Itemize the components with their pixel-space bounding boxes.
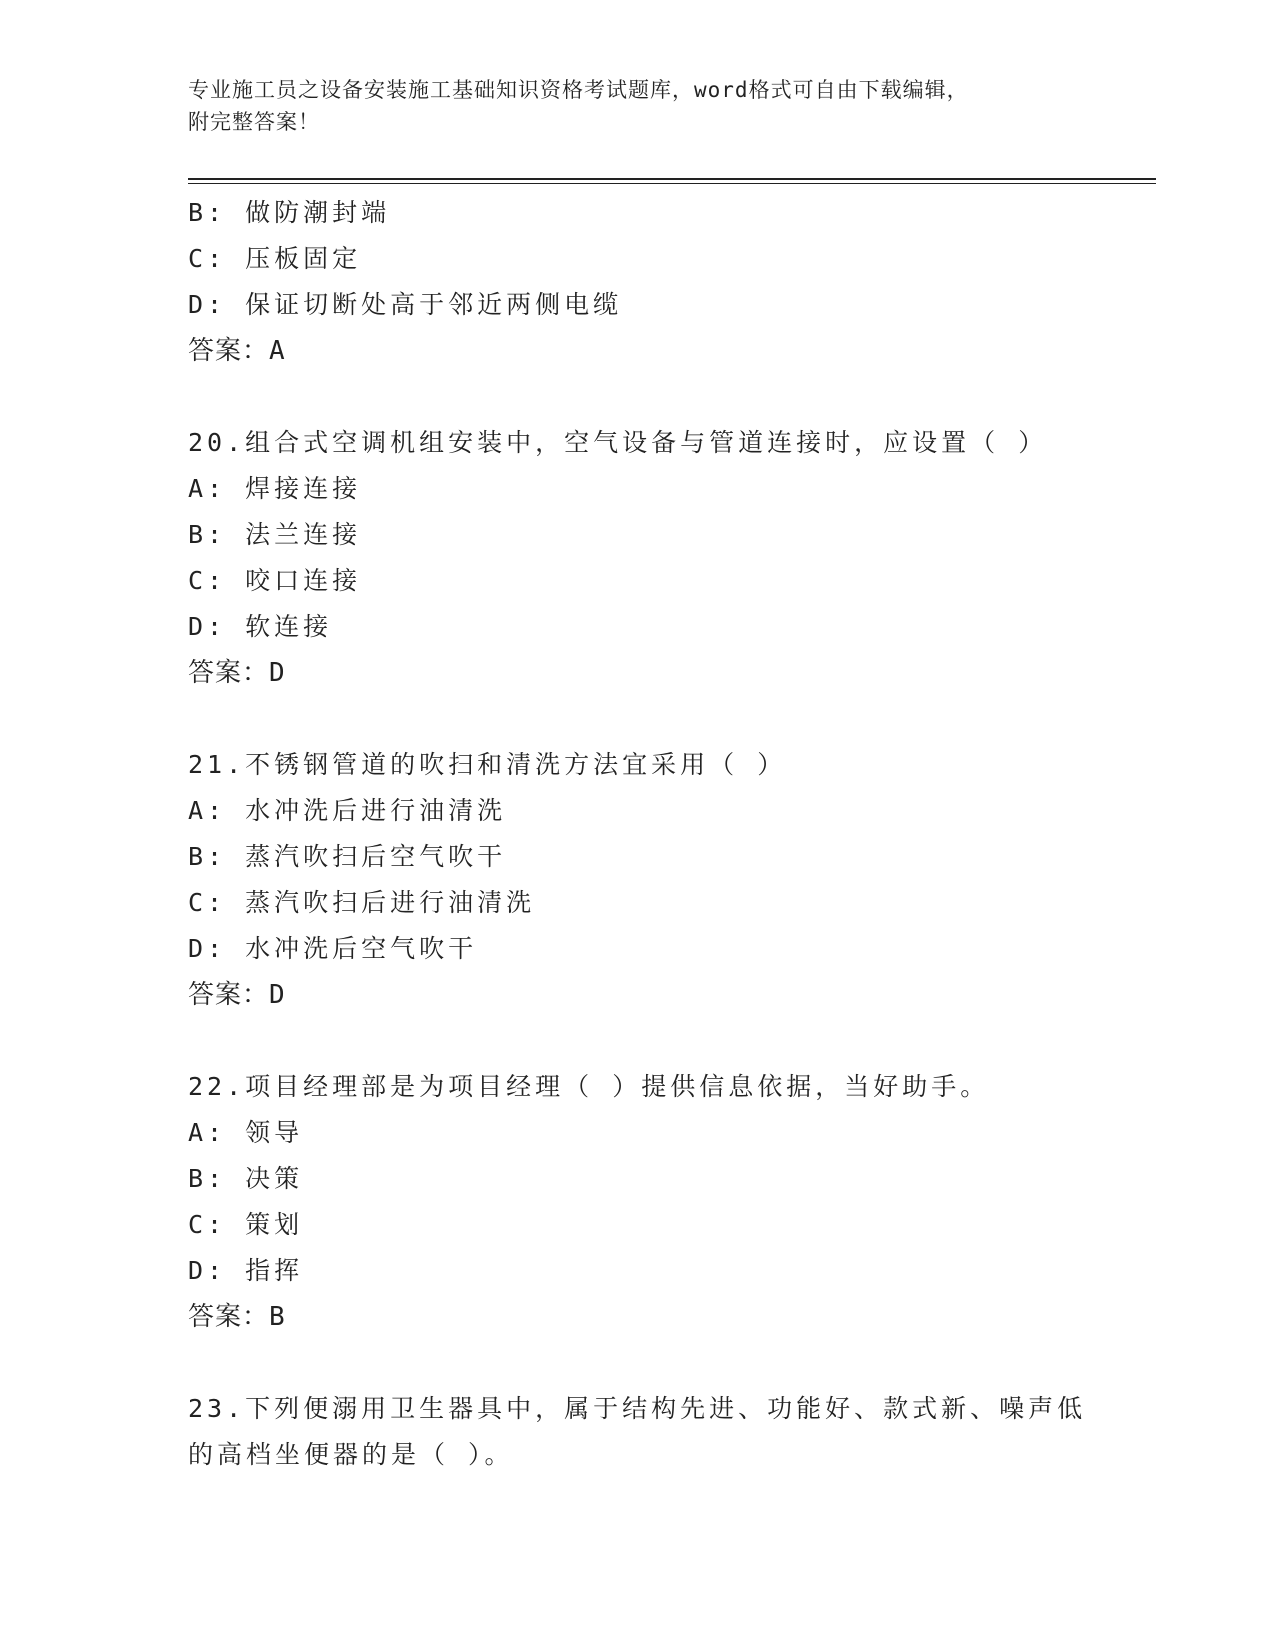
answer: 答案：D: [188, 658, 286, 688]
option-c: C: 策划: [188, 1210, 304, 1239]
header-line-1: 专业施工员之设备安装施工基础知识资格考试题库，word格式可自由下载编辑，: [188, 78, 969, 102]
option-d: D: 水冲洗后空气吹干: [188, 934, 478, 963]
option-c: C: 咬口连接: [188, 566, 362, 595]
option-b: B: 法兰连接: [188, 520, 362, 549]
option-a: A: 领导: [188, 1118, 304, 1147]
header-divider-thin: [188, 183, 1156, 184]
question-text-line-1: 23.下列便溺用卫生器具中，属于结构先进、功能好、款式新、噪声低: [188, 1394, 1087, 1423]
question-22: [188, 1064, 1148, 1340]
option-d: D: 指挥: [188, 1256, 304, 1285]
question-21: [188, 742, 1148, 1018]
option-d: D: 软连接: [188, 612, 333, 641]
question-list: [188, 190, 1148, 1478]
question-text: 21.不锈钢管道的吹扫和清洗方法宜采用（ ）: [188, 750, 787, 779]
answer: 答案：B: [188, 1302, 286, 1332]
answer: 答案：A: [188, 336, 286, 366]
question-20: [188, 420, 1148, 696]
question-19-tail: [188, 190, 1148, 374]
document-header: [188, 74, 1088, 138]
question-text: 20.组合式空调机组安装中，空气设备与管道连接时，应设置（ ）: [188, 428, 1048, 457]
option-b: B: 蒸汽吹扫后空气吹干: [188, 842, 507, 871]
option-a: A: 焊接连接: [188, 474, 362, 503]
option-d: D: 保证切断处高于邻近两侧电缆: [188, 290, 623, 319]
option-c: C: 压板固定: [188, 244, 362, 273]
header-divider-thick: [188, 178, 1156, 180]
option-b: B: 做防潮封端: [188, 198, 391, 227]
question-text-line-2: 的高档坐便器的是（ ）。: [188, 1440, 514, 1469]
question-text: 22.项目经理部是为项目经理（ ）提供信息依据，当好助手。: [188, 1072, 990, 1101]
option-a: A: 水冲洗后进行油清洗: [188, 796, 507, 825]
option-b: B: 决策: [188, 1164, 304, 1193]
header-line-2: 附完整答案！: [188, 110, 320, 134]
option-c: C: 蒸汽吹扫后进行油清洗: [188, 888, 536, 917]
answer: 答案：D: [188, 980, 286, 1010]
question-23: [188, 1386, 1148, 1478]
